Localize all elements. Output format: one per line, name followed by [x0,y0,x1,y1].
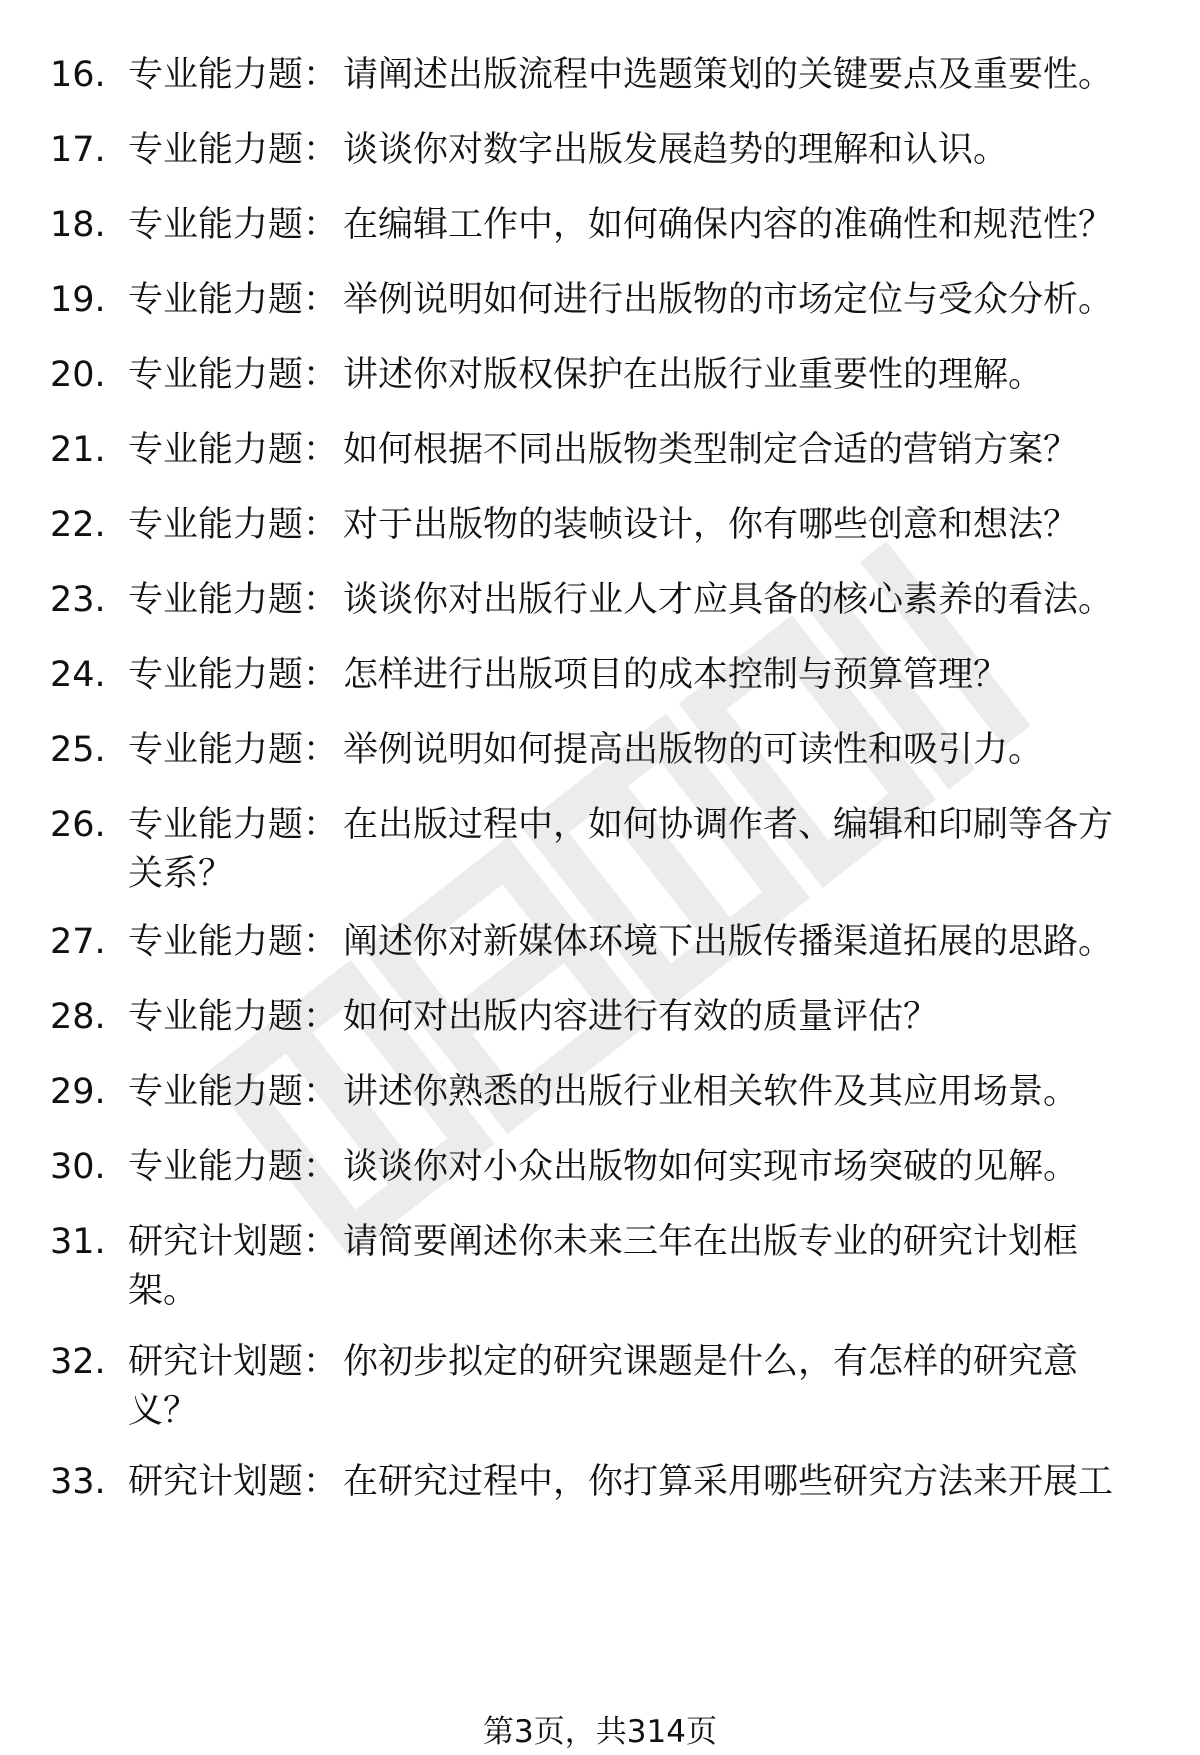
question-text: 举例说明如何进行出版物的市场定位与受众分析。 [343,280,1114,320]
question-category: 专业能力题： [128,922,339,962]
question-number: 24. [50,655,106,695]
question-category: 专业能力题： [128,130,339,170]
question-category: 专业能力题： [128,997,339,1037]
question-number: 28. [50,997,106,1037]
question-category: 专业能力题： [128,1147,339,1187]
question-number: 29. [50,1072,106,1112]
question-number: 20. [50,355,106,395]
question-category: 专业能力题： [128,205,339,245]
question-text: 阐述你对新媒体环境下出版传播渠道拓展的思路。 [343,922,1114,962]
question-category: 研究计划题： [128,1342,339,1382]
question-text: 在编辑工作中，如何确保内容的准确性和规范性？ [343,205,1114,245]
question-text-continuation: 关系？ [128,854,234,894]
question-text: 在出版过程中，如何协调作者、编辑和印刷等各方 [343,805,1114,845]
question-text: 讲述你熟悉的出版行业相关软件及其应用场景。 [343,1072,1079,1112]
question-category: 专业能力题： [128,580,339,620]
question-category: 研究计划题： [128,1462,339,1502]
question-number: 30. [50,1147,106,1187]
question-category: 研究计划题： [128,1222,339,1262]
question-category: 专业能力题： [128,1072,339,1112]
question-number: 33. [50,1462,106,1502]
question-number: 16. [50,55,106,95]
page-number-text: 第3页，共314页 [483,1714,717,1750]
question-text: 举例说明如何提高出版物的可读性和吸引力。 [343,730,1044,770]
question-number: 18. [50,205,106,245]
question-text: 谈谈你对出版行业人才应具备的核心素养的看法。 [343,580,1114,620]
question-text: 怎样进行出版项目的成本控制与预算管理？ [343,655,1009,695]
question-text: 谈谈你对小众出版物如何实现市场突破的见解。 [343,1147,1079,1187]
question-text: 如何对出版内容进行有效的质量评估？ [343,997,939,1037]
question-number: 32. [50,1342,106,1382]
question-number: 22. [50,505,106,545]
question-category: 专业能力题： [128,730,339,770]
question-category: 专业能力题： [128,430,339,470]
question-text: 请简要阐述你未来三年在出版专业的研究计划框 [343,1222,1079,1262]
question-text: 如何根据不同出版物类型制定合适的营销方案？ [343,430,1079,470]
question-number: 19. [50,280,106,320]
question-category: 专业能力题： [128,805,339,845]
page-footer [0,1712,1200,1752]
question-category: 专业能力题： [128,655,339,695]
question-text: 对于出版物的装帧设计，你有哪些创意和想法？ [343,505,1079,545]
question-number: 25. [50,730,106,770]
question-number: 31. [50,1222,106,1262]
question-text-continuation: 架。 [128,1271,199,1311]
question-category: 专业能力题： [128,505,339,545]
question-number: 21. [50,430,106,470]
question-category: 专业能力题： [128,280,339,320]
question-text-continuation: 义？ [128,1391,199,1431]
question-number: 17. [50,130,106,170]
question-text: 请阐述出版流程中选题策划的关键要点及重要性。 [343,55,1114,95]
question-category: 专业能力题： [128,55,339,95]
question-text: 在研究过程中，你打算采用哪些研究方法来开展工 [343,1462,1114,1502]
question-text: 讲述你对版权保护在出版行业重要性的理解。 [343,355,1044,395]
question-text: 你初步拟定的研究课题是什么，有怎样的研究意 [343,1342,1079,1382]
question-number: 26. [50,805,106,845]
question-category: 专业能力题： [128,355,339,395]
question-number: 23. [50,580,106,620]
question-number: 27. [50,922,106,962]
question-text: 谈谈你对数字出版发展趋势的理解和认识。 [343,130,1009,170]
